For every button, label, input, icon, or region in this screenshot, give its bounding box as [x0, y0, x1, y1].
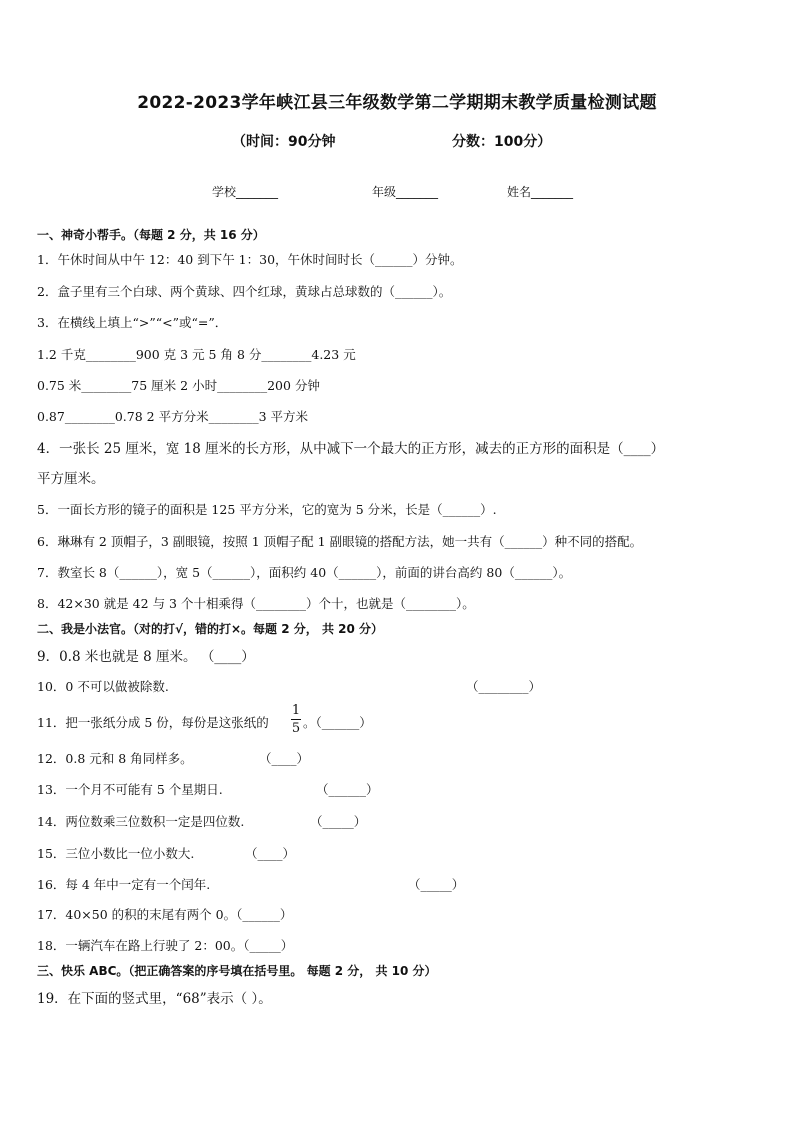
question-3: 3．在横线上填上“>”“<”或“=”． [37, 315, 228, 330]
question-1: 1．午休时间从中午 12：40 到下午 1：30，午休时间时长（______）分钟。 [37, 252, 463, 267]
question-3-row3: 0.87________0.78 2 平方分米________3 平方米 [37, 409, 308, 424]
question-6: 6．琳琳有 2 顶帽子，3 副眼镜，按照 1 顶帽子配 1 副眼镜的搭配方法，她一共有（______）种不同的搭配。 [37, 534, 643, 549]
question-15-answer: （____） [245, 846, 296, 861]
section1-heading: 一、神奇小帮手。（每题 2 分，共 16 分） [37, 228, 265, 242]
question-10: 10．0 不可以做被除数. [37, 679, 169, 694]
exam-time: （时间：90分钟 [232, 134, 336, 150]
question-9: 9．0.8 米也就是 8 厘米。 （____） [37, 649, 255, 665]
question-16-answer: （_____） [408, 877, 465, 892]
question-5: 5．一面长方形的镜子的面积是 125 平方分米，它的宽为 5 分米，长是（______）. [37, 502, 497, 517]
question-8: 8．42×30 就是 42 与 3 个十相乘得（________）个十，也就是（________）。 [37, 596, 475, 611]
question-3-row1: 1.2 千克________900 克 3 元 5 角 8 分________4.23 元 [37, 347, 356, 362]
question-10-answer: （________） [466, 679, 542, 694]
question-13-answer: （______） [316, 782, 379, 797]
question-7: 7．教室长 8（______），宽 5（______），面积约 40（______），前面的讲台高约 80（______）。 [37, 565, 572, 580]
question-14: 14．两位数乘三位数积一定是四位数. [37, 814, 245, 829]
page-title: 2022-2023学年峡江县三年级数学第二学期期末教学质量检测试题 [137, 93, 657, 113]
question-16: 16．每 4 年中一定有一个闰年. [37, 877, 211, 892]
question-17: 17．40×50 的积的末尾有两个 0。（______） [37, 907, 293, 922]
fraction-numerator: 1 [291, 703, 301, 718]
grade-field: 年级_______ [372, 185, 439, 199]
question-3-row2: 0.75 米________75 厘米 2 小时________200 分钟 [37, 378, 320, 393]
name-field: 姓名_______ [507, 185, 574, 199]
question-18: 18．一辆汽车在路上行驶了 2：00。（_____） [37, 938, 294, 953]
question-13: 13．一个月不可能有 5 个星期日. [37, 782, 223, 797]
question-11: 11．把一张纸分成 5 份，每份是这张纸的 [37, 715, 269, 730]
exam-score: 分数：100分） [452, 134, 552, 150]
fraction-denominator: 5 [291, 721, 301, 736]
fraction-bar [291, 719, 301, 720]
question-12: 12．0.8 元和 8 角同样多。 [37, 751, 193, 766]
fraction-one-fifth [291, 703, 301, 736]
section2-heading: 二、我是小法官。（对的打√，错的打×。每题 2 分， 共 20 分） [37, 622, 383, 636]
question-11-answer: 。（______） [303, 715, 372, 730]
question-14-answer: （_____） [310, 814, 367, 829]
question-19: 19．在下面的竖式里，“68”表示（ ）。 [37, 991, 272, 1007]
question-4-cont: 平方厘米。 [37, 471, 105, 487]
question-2: 2．盒子里有三个白球、两个黄球、四个红球，黄球占总球数的（______）。 [37, 284, 452, 299]
question-12-answer: （____） [259, 751, 310, 766]
section3-heading: 三、快乐 ABC。（把正确答案的序号填在括号里。 每题 2 分， 共 10 分） [37, 964, 437, 978]
question-4: 4．一张长 25 厘米，宽 18 厘米的长方形，从中减下一个最大的正方形，减去的正方形的面积是（____） [37, 441, 665, 457]
question-15: 15．三位小数比一位小数大. [37, 846, 195, 861]
school-field: 学校_______ [212, 185, 279, 199]
